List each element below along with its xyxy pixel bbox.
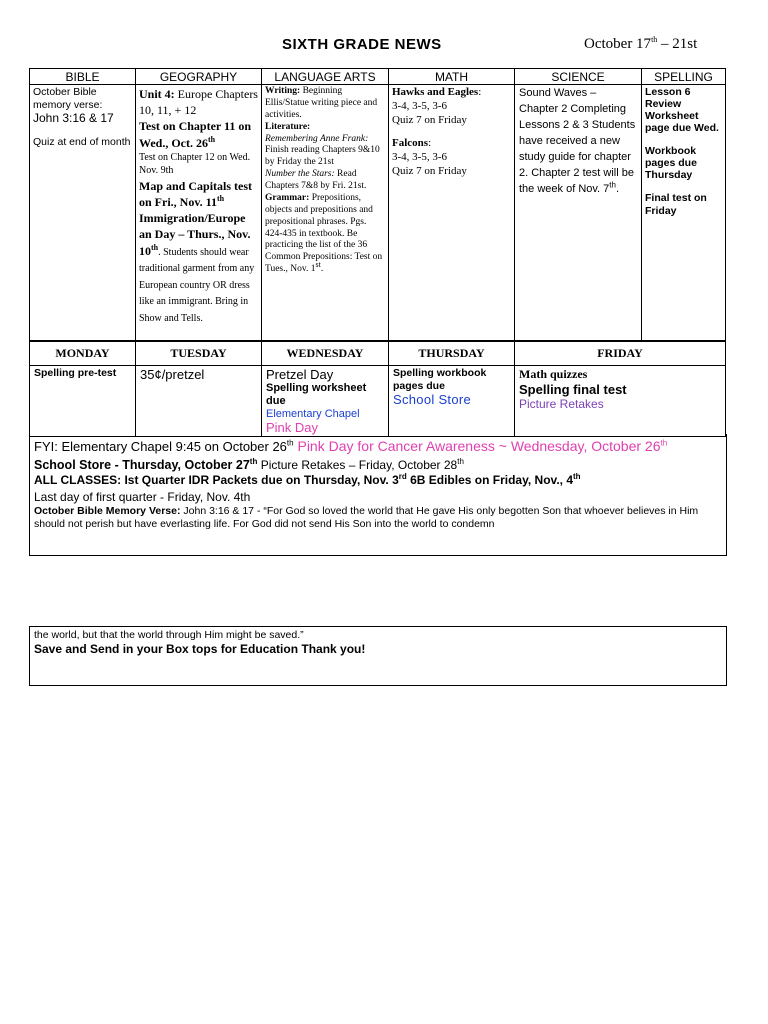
geography-unit — [139, 86, 258, 118]
date-start: October 17 — [584, 36, 652, 52]
la-grammar — [265, 193, 385, 276]
fyi-chapel-sup: th — [286, 438, 294, 448]
math-group-1-lessons: 3-4, 3-5, 3-6 — [392, 99, 447, 112]
la-writing-label: Writing: — [265, 86, 301, 96]
fyi-idr-packets-sup: rd — [398, 472, 407, 482]
geography-test-2: Test on Chapter 12 on Wed. Nov. 9th — [139, 151, 251, 177]
la-grammar-label: Grammar: — [265, 192, 310, 203]
wednesday-item-2: Spelling worksheet due — [266, 382, 367, 408]
math-group-2-lessons: 3-4, 3-5, 3-6 — [392, 151, 447, 163]
la-lit-text-2: Read Chapters 7&8 by Fri. 21st. — [265, 169, 367, 191]
date-range — [584, 36, 697, 53]
geography-unit-text: Europe Chapters 10, 11, + 12 — [139, 87, 258, 118]
fyi-verse-label: October Bible Memory Verse: — [34, 504, 181, 517]
wednesday-cell — [262, 366, 389, 437]
bible-line-3: Quiz at end of month — [33, 135, 131, 148]
subject-science: SCIENCE — [515, 69, 642, 85]
fyi-school-store-sup: th — [249, 456, 258, 466]
math-group-2 — [392, 137, 511, 151]
spelling-item-1: Lesson 6 Review Worksheet page due Wed. — [645, 86, 719, 135]
bible-line-2: John 3:16 & 17 — [33, 111, 114, 126]
subject-geography: GEOGRAPHY — [136, 69, 262, 85]
thursday-item-2: School Store — [393, 392, 472, 408]
date-end: – 21st — [657, 36, 698, 52]
la-lit-book-1: Remembering Anne Frank: — [265, 133, 369, 144]
math-group-2-colon: : — [428, 137, 432, 150]
geography-immigration — [139, 210, 258, 325]
geography-unit-label: Unit 4: — [139, 87, 175, 101]
subject-bible: BIBLE — [30, 69, 136, 85]
geography-immigration-title: Immigration/Europe an Day – Thurs., Nov. 10 — [139, 211, 251, 258]
days-header-row — [30, 341, 726, 366]
math-cell — [389, 85, 515, 342]
geography-map-test-text: Map and Capitals test on Fri., Nov. 11 — [139, 178, 253, 209]
bible-line-1: October Bible memory verse: — [33, 86, 103, 111]
fyi-line-1 — [34, 438, 722, 456]
footer-section — [29, 626, 727, 686]
la-writing-text: Beginning Ellis/Statue writing piece and activities. — [265, 86, 378, 120]
date-start-sup: th — [651, 35, 658, 44]
fyi-verse-text: John 3:16 & 17 - “For God so loved the world that He gave His only begotten Son that whoever believes in Him should not perish but have everlasting life. For God did not send His Son into the world to condemn — [34, 504, 699, 530]
la-lit-book-2: Number the Stars: — [265, 169, 335, 180]
math-group-2-quiz: Quiz 7 on Friday — [392, 164, 467, 177]
geography-immigration-sup: th — [151, 242, 159, 252]
geography-test-1-sup: th — [208, 134, 216, 144]
la-literature-label: Literature: — [265, 121, 311, 132]
la-lit-1 — [265, 134, 385, 170]
la-grammar-end: . — [320, 264, 324, 275]
la-lit-2 — [265, 169, 385, 193]
verse-continuation: the world, but that the world through Him might be saved.” — [34, 629, 304, 641]
language-arts-cell — [262, 85, 389, 342]
science-cell — [515, 85, 642, 342]
friday-item-1: Math quizzes — [519, 367, 588, 381]
la-grammar-sup: st — [315, 259, 321, 269]
math-group-1 — [392, 86, 511, 100]
spelling-item-2: Workbook pages due Thursday — [645, 145, 697, 182]
fyi-line-2 — [34, 457, 722, 474]
box-tops-note: Save and Send in your Box tops for Education Thank you! — [34, 641, 366, 656]
science-end: . — [615, 182, 620, 195]
subject-spelling: SPELLING — [642, 69, 726, 85]
fyi-school-store: School Store - Thursday, October 27 — [34, 457, 250, 472]
tuesday-item-1: 35¢/pretzel — [140, 367, 205, 382]
fyi-idr-packets: ALL CLASSES: Ist Quarter IDR Packets due on Thursday, Nov. 3 — [34, 473, 399, 488]
thursday-item-1: Spelling workbook pages due — [393, 367, 487, 392]
fyi-line-4: Last day of first quarter - Friday, Nov. 4th — [34, 489, 251, 504]
subjects-header-row — [30, 69, 726, 85]
fyi-picture-retakes: Picture Retakes – Friday, October 28 — [257, 457, 458, 472]
bible-cell — [30, 85, 136, 342]
geography-map-test — [139, 178, 258, 210]
friday-item-3: Picture Retakes — [519, 397, 604, 411]
thursday-cell — [389, 366, 515, 437]
monday-item-1: Spelling pre-test — [34, 367, 117, 379]
wednesday-item-1: Pretzel Day — [266, 367, 334, 382]
spelling-cell — [642, 85, 726, 342]
la-lit-text-1: Finish reading Chapters 9&10 by Friday the 21st — [265, 145, 380, 168]
math-group-1-name: Hawks and Eagles — [392, 86, 479, 98]
day-thursday: THURSDAY — [389, 341, 515, 366]
day-monday: MONDAY — [30, 341, 136, 366]
la-writing — [265, 86, 385, 122]
day-tuesday: TUESDAY — [136, 341, 262, 366]
fyi-section — [29, 434, 727, 556]
geography-test-1 — [139, 118, 258, 150]
friday-item-2: Spelling final test — [519, 382, 627, 397]
fyi-line-5 — [34, 505, 722, 531]
math-group-1-colon: : — [478, 86, 482, 98]
fyi-pink-day-sup: th — [660, 438, 668, 448]
page-title: SIXTH GRADE NEWS — [282, 36, 442, 53]
days-content-row — [30, 366, 726, 437]
subjects-content-row — [30, 85, 726, 342]
fyi-edibles: 6B Edibles on Friday, Nov., 4 — [406, 473, 574, 488]
subject-math: MATH — [389, 69, 515, 85]
geography-test-1-text: Test on Chapter 11 on Wed., Oct. 26 — [139, 119, 252, 150]
science-sup: th — [609, 179, 616, 189]
subjects-table — [29, 68, 726, 342]
subject-language-arts: LANGUAGE ARTS — [262, 69, 389, 85]
la-grammar-text: Prepositions, objects and prepositions and prepositional phrases. Pgs. 424-435 in textbook. Be practicing the list of the 36 Common Prepositions: Test on Tues., Nov. 1 — [265, 192, 383, 275]
fyi-edibles-sup: th — [573, 472, 581, 482]
science-text: Sound Waves – Chapter 2 Completing Lessons 2 & 3 Students have received a new study guide for chapter 2. Chapter 2 test will be the week of Nov. 7 — [519, 87, 636, 195]
math-group-1-quiz: Quiz 7 on Friday — [392, 113, 467, 126]
monday-cell — [30, 366, 136, 437]
fyi-picture-retakes-sup: th — [457, 456, 464, 466]
days-table — [29, 340, 726, 437]
fyi-chapel: FYI: Elementary Chapel 9:45 on October 26 — [34, 439, 287, 454]
fyi-line-3 — [34, 473, 722, 489]
day-wednesday: WEDNESDAY — [262, 341, 389, 366]
geography-map-test-sup: th — [217, 193, 225, 203]
math-group-2-name: Falcons — [392, 137, 429, 150]
day-friday: FRIDAY — [515, 341, 726, 366]
tuesday-cell — [136, 366, 262, 437]
wednesday-item-3: Elementary Chapel — [266, 408, 360, 421]
geography-immigration-text: . Students should wear traditional garment from any European country OR dress like an immigrant. Bring in Show and Tells. — [139, 246, 255, 324]
spelling-item-3: Final test on Friday — [645, 192, 707, 217]
fyi-pink-day: Pink Day for Cancer Awareness ~ Wednesday, October 26 — [293, 438, 661, 454]
geography-cell — [136, 85, 262, 342]
newsletter-header — [0, 36, 768, 56]
wednesday-item-4: Pink Day — [266, 420, 319, 436]
friday-cell — [515, 366, 726, 437]
